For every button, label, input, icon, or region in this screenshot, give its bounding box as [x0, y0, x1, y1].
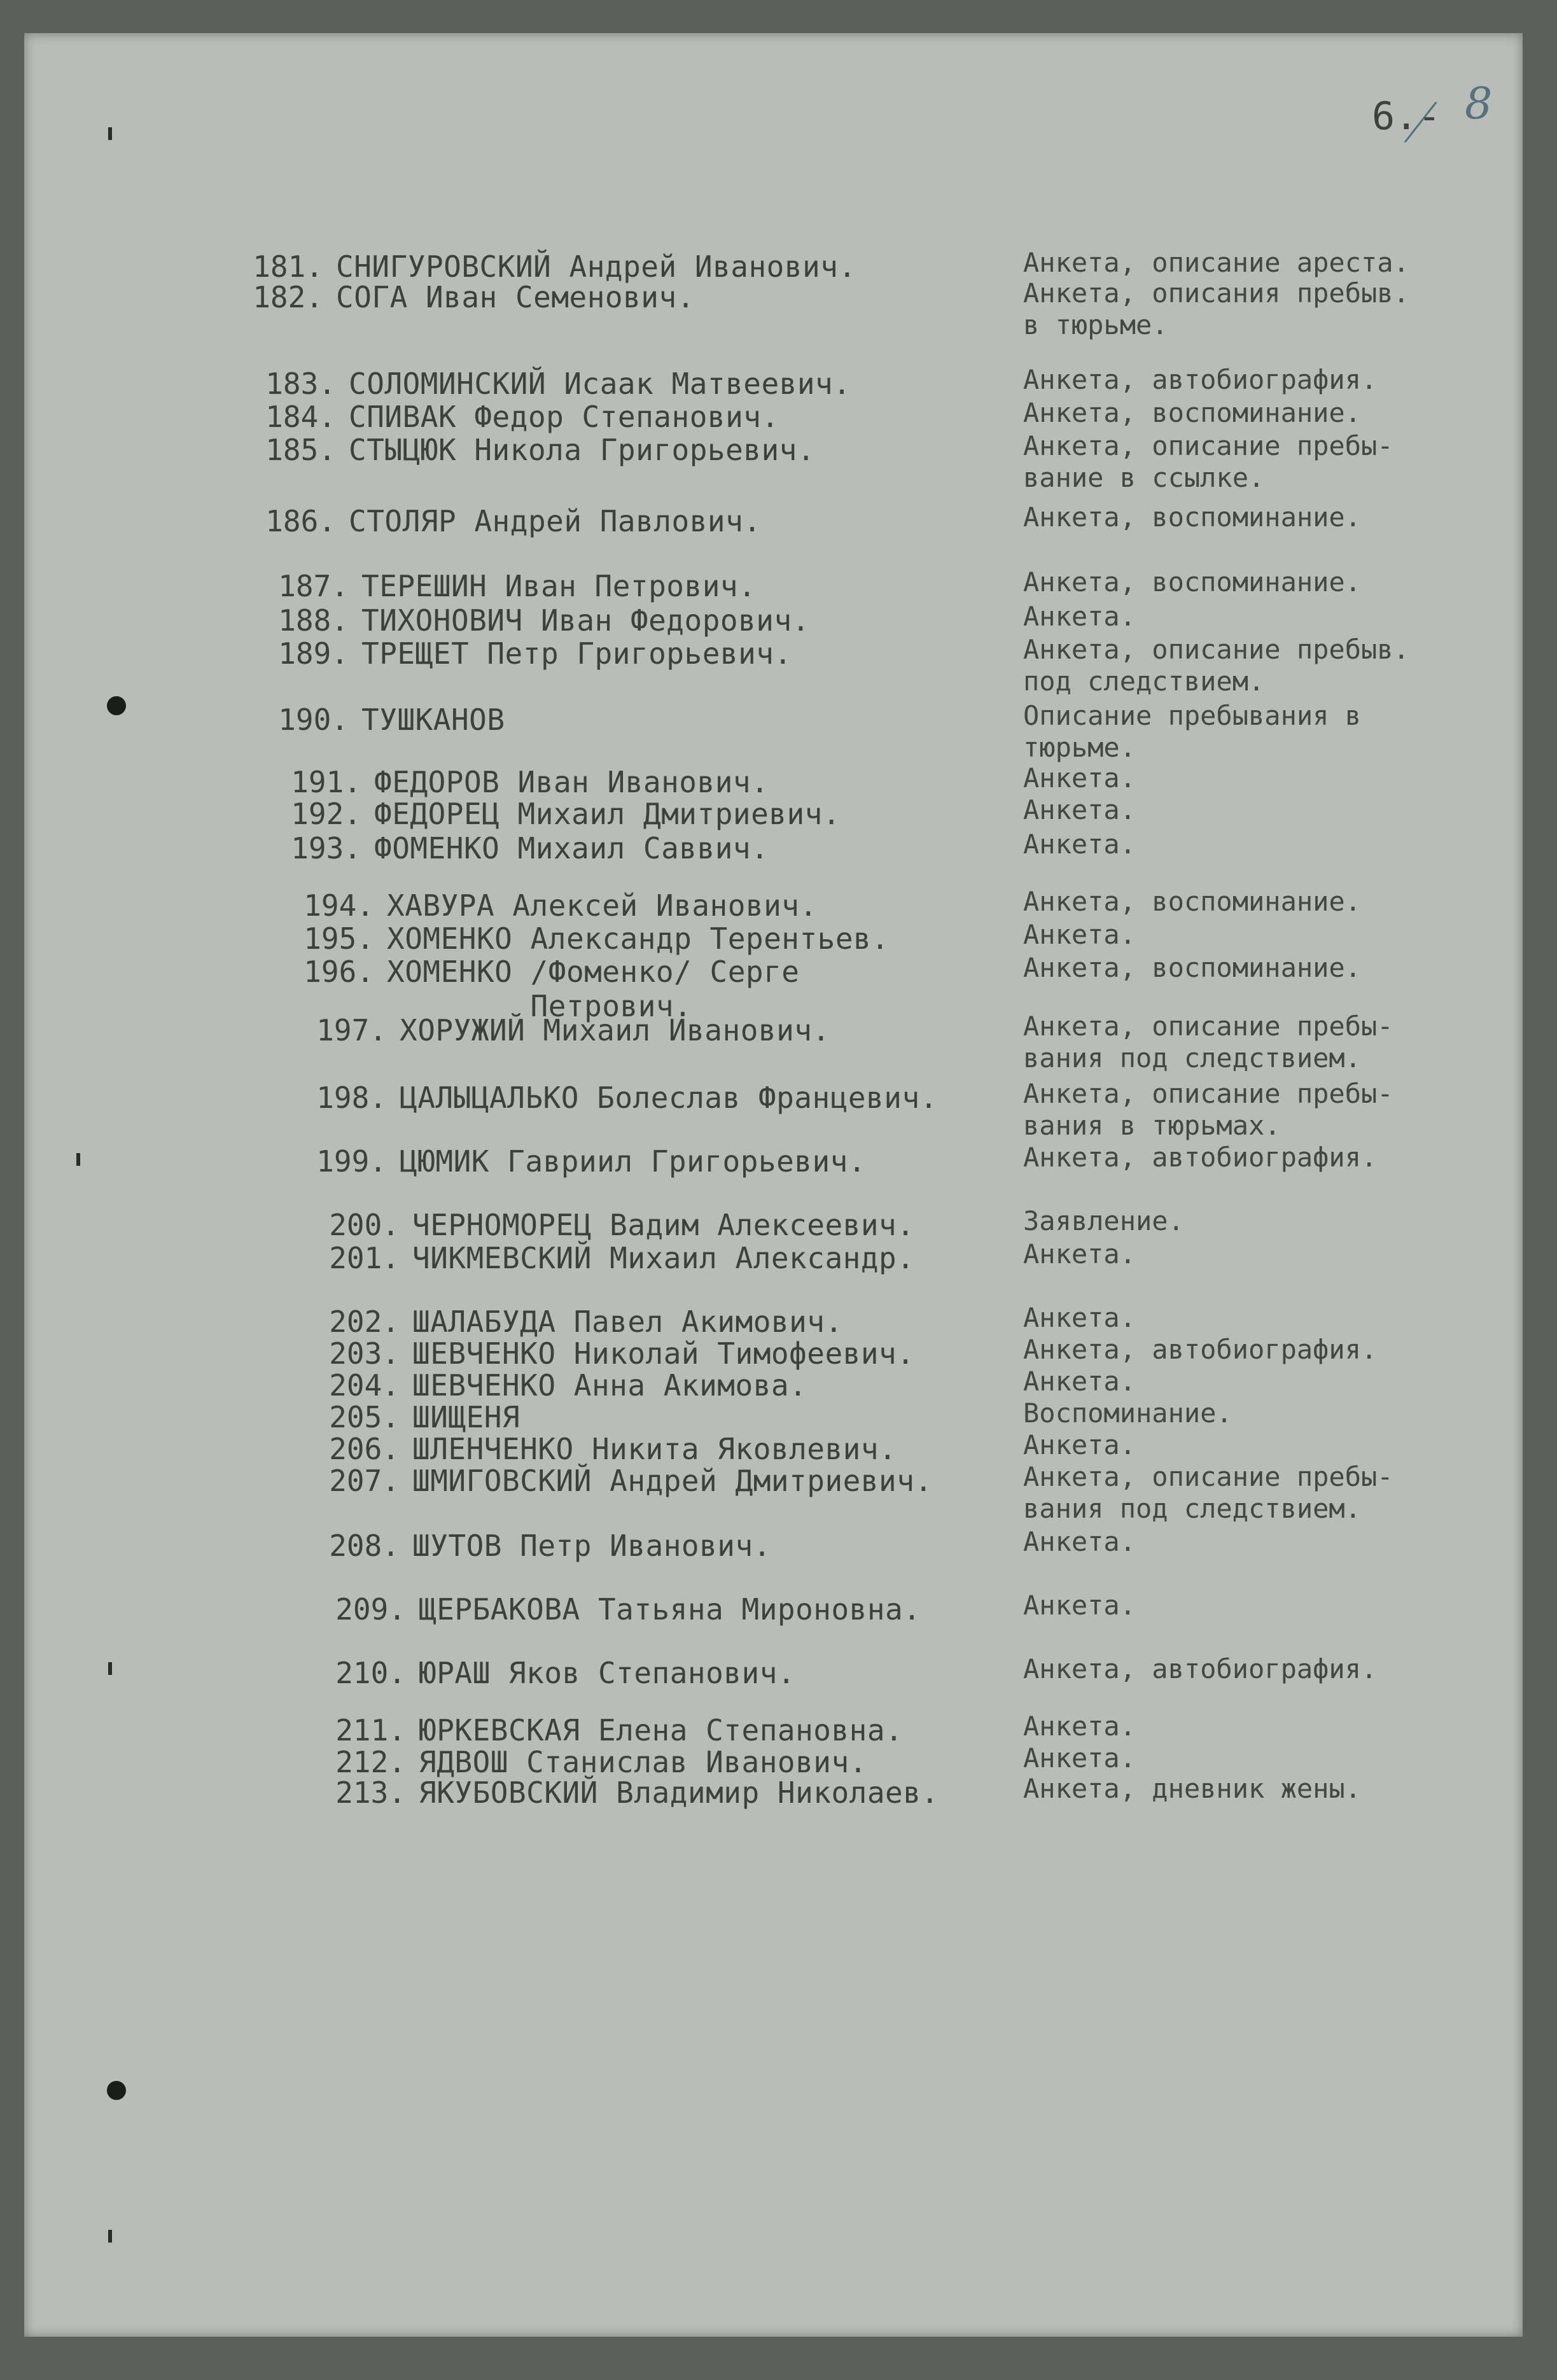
entry-number: 211. [335, 1713, 406, 1747]
archive-page-number: 8 [1465, 79, 1493, 129]
entry-number: 204. [329, 1368, 400, 1403]
entry-description: Анкета, воспоминание. [1023, 886, 1362, 917]
entry-number: 196. [304, 955, 374, 989]
entry-name: ЯДВОШ Станислав Иванович. [419, 1745, 867, 1779]
entry-description: Описание пребывания в тюрьме. [1023, 700, 1362, 763]
entry-name: ЧЕРНОМОРЕЦ Вадим Алексеевич. [412, 1208, 915, 1242]
entry-name: ШМИГОВСКИЙ Андрей Дмитриевич. [412, 1464, 933, 1498]
entry-number: 187. [278, 569, 349, 603]
entry-description: Анкета. [1023, 1429, 1136, 1460]
entry-number: 195. [304, 921, 374, 956]
entry-number: 208. [329, 1529, 400, 1563]
entry-number: 213. [335, 1775, 406, 1810]
entry-name: ЮРАШ Яков Степанович. [419, 1656, 796, 1690]
entry-name: ТУШКАНОВ [361, 703, 505, 737]
entry-number: 186. [265, 504, 336, 538]
entry-description: Анкета. [1023, 601, 1136, 632]
entry-name: ЦЮМИК Гавриил Григорьевич. [400, 1144, 867, 1179]
page-number: 6.- [1372, 94, 1441, 139]
entry-number: 209. [335, 1592, 406, 1627]
entry-name: ФЕДОРОВ Иван Иванович. [374, 765, 769, 799]
entry-description: Анкета, описания пребыв. в тюрьме. [1023, 277, 1409, 340]
entry-name: ЦАЛЫЦАЛЬКО Болеслав Францевич. [400, 1081, 938, 1115]
entry-name: ШАЛАБУДА Павел Акимович. [412, 1305, 843, 1339]
entry-description: Анкета. [1023, 1238, 1136, 1270]
entry-number: 192. [291, 797, 361, 831]
entry-name: ХОМЕНКО Александр Терентьев. [387, 921, 890, 956]
entry-description: Анкета, описание ареста. [1023, 247, 1409, 278]
entry-description: Заявление. [1023, 1205, 1184, 1236]
entry-number: 184. [265, 400, 336, 434]
entry-name: ЮРКЕВСКАЯ Елена Степановна. [419, 1713, 904, 1747]
entry-description: Анкета. [1023, 794, 1136, 825]
entry-number: 194. [304, 888, 374, 923]
entry-name: ТРЕЩЕТ Петр Григорьевич. [361, 636, 792, 671]
entry-description: Анкета, описание пребы- вания в тюрьмах. [1023, 1078, 1393, 1141]
entry-number: 193. [291, 831, 361, 865]
entry-name: СОГА Иван Семенович. [336, 280, 695, 314]
entry-description: Анкета. [1023, 1711, 1136, 1742]
entry-number: 199. [316, 1144, 387, 1179]
entry-description: Анкета, описание пребыв. под следствием. [1023, 634, 1409, 697]
entry-description: Анкета, воспоминание. [1023, 952, 1362, 983]
entry-number: 181. [253, 249, 323, 284]
entry-description: Анкета, описание пребы- вания под следствием. [1023, 1461, 1393, 1524]
entry-number: 183. [265, 367, 336, 401]
entry-description: Анкета. [1023, 829, 1136, 860]
entry-description: Анкета, воспоминание. [1023, 501, 1362, 533]
entry-description: Анкета. [1023, 919, 1136, 950]
entry-number: 200. [329, 1208, 400, 1242]
entry-description: Анкета, описание пребы- вание в ссылке. [1023, 430, 1393, 493]
entry-description: Анкета. [1023, 1526, 1136, 1557]
entry-name: ЩЕРБАКОВА Татьяна Мироновна. [419, 1592, 921, 1627]
entry-name: СТЫЦЮК Никола Григорьевич. [349, 433, 816, 467]
entry-number: 191. [291, 765, 361, 799]
entry-number: 189. [278, 636, 349, 671]
entry-number: 207. [329, 1464, 400, 1498]
entry-number: 182. [253, 280, 323, 314]
entry-description: Анкета, автобиография. [1023, 364, 1378, 395]
entry-number: 212. [335, 1745, 406, 1779]
entry-number: 210. [335, 1656, 406, 1690]
entry-description: Анкета, дневник жены. [1023, 1773, 1362, 1804]
entry-number: 203. [329, 1336, 400, 1371]
entry-description: Анкета, воспоминание. [1023, 397, 1362, 428]
entry-description: Анкета, автобиография. [1023, 1334, 1378, 1365]
entry-description: Анкета, автобиография. [1023, 1142, 1378, 1173]
entry-name: ТЕРЕШИН Иван Петрович. [361, 569, 757, 603]
entry-name: ФЕДОРЕЦ Михаил Дмитриевич. [374, 797, 841, 831]
entry-description: Воспоминание. [1023, 1397, 1232, 1429]
entry-name: ШЕВЧЕНКО Анна Акимова. [412, 1368, 807, 1403]
entry-name: ЯКУБОВСКИЙ Владимир Николаев. [419, 1775, 939, 1810]
entry-name: ХАВУРА Алексей Иванович. [387, 888, 818, 923]
entry-name: СНИГУРОВСКИЙ Андрей Иванович. [336, 249, 856, 284]
entry-name: ХОРУЖИЙ Михаил Иванович. [400, 1013, 830, 1047]
entry-number: 198. [316, 1081, 387, 1115]
entry-description: Анкета. [1023, 1366, 1136, 1397]
entry-number: 185. [265, 433, 336, 467]
entry-number: 201. [329, 1241, 400, 1275]
entry-description: Анкета, описание пребы- вания под следствием. [1023, 1011, 1393, 1074]
entry-name: ШИЩЕНЯ [412, 1400, 520, 1434]
entry-name: СОЛОМИНСКИЙ Исаак Матвеевич. [349, 367, 851, 401]
entry-description: Анкета. [1023, 1590, 1136, 1621]
entry-list [24, 33, 1523, 2337]
entry-name: ХОМЕНКО /Фоменко/ Серге Петрович. [387, 955, 800, 1023]
entry-description: Анкета. [1023, 762, 1136, 794]
entry-number: 188. [278, 603, 349, 638]
entry-number: 197. [316, 1013, 387, 1047]
entry-number: 206. [329, 1432, 400, 1466]
entry-name: ШЛЕНЧЕНКО Никита Яковлевич. [412, 1432, 897, 1466]
entry-description: Анкета. [1023, 1302, 1136, 1333]
entry-name: ЧИКМЕВСКИЙ Михаил Александр. [412, 1241, 915, 1275]
entry-name: ФОМЕНКО Михаил Саввич. [374, 831, 769, 865]
entry-description: Анкета, автобиография. [1023, 1653, 1378, 1684]
entry-number: 202. [329, 1305, 400, 1339]
entry-description: Анкета. [1023, 1742, 1136, 1774]
entry-name: СПИВАК Федор Степанович. [349, 400, 779, 434]
entry-name: ШУТОВ Петр Иванович. [412, 1529, 771, 1563]
entry-name: ТИХОНОВИЧ Иван Федорович. [361, 603, 810, 638]
entry-number: 205. [329, 1400, 400, 1434]
document-page [24, 33, 1523, 2337]
entry-name: СТОЛЯР Андрей Павлович. [349, 504, 762, 538]
entry-description: Анкета, воспоминание. [1023, 566, 1362, 598]
entry-name: ШЕВЧЕНКО Николай Тимофеевич. [412, 1336, 915, 1371]
entry-number: 190. [278, 703, 349, 737]
